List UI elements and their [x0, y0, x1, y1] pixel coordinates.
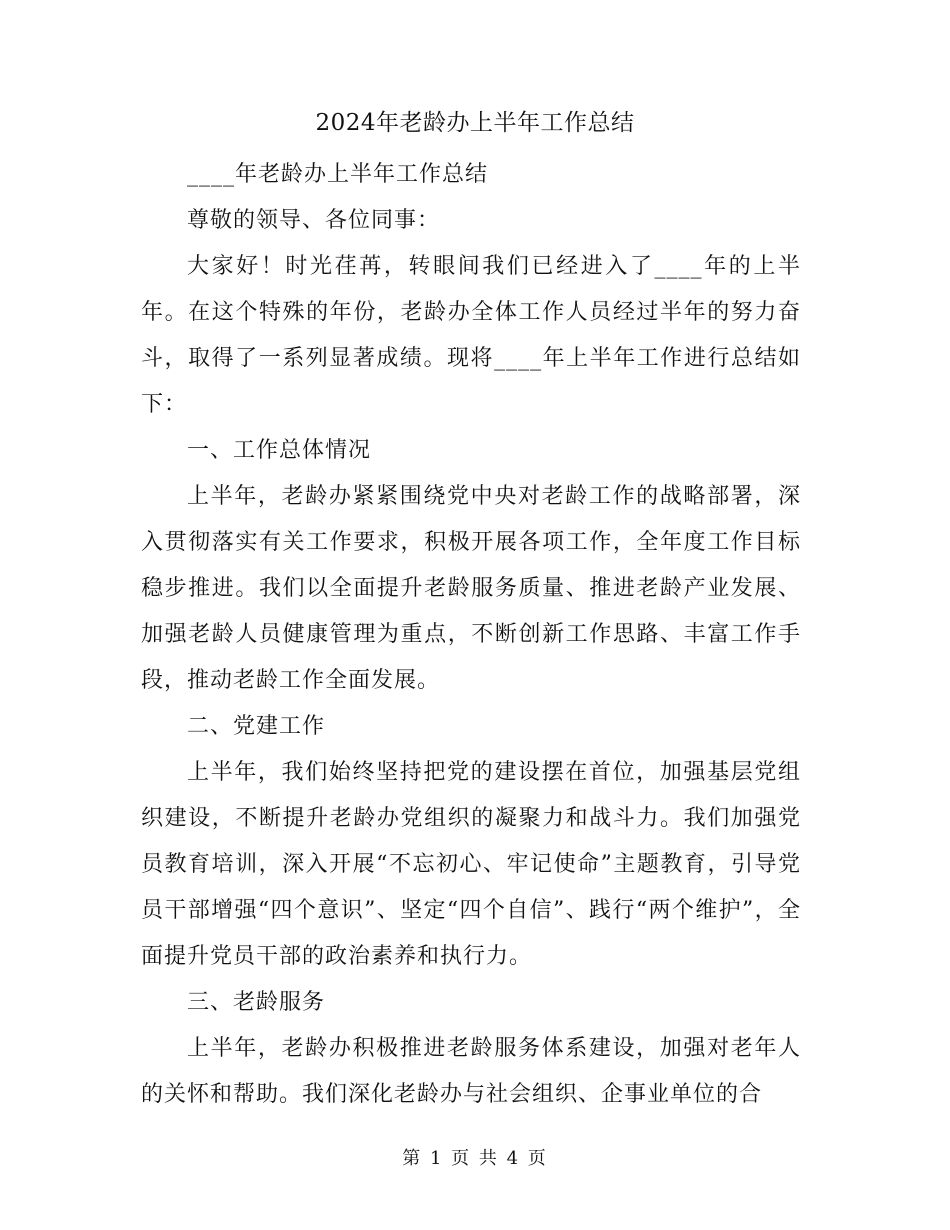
section-heading-overall: 一、工作总体情况: [187, 438, 372, 463]
party-paragraph: 上半年，我们始终坚持把党的建设摆在首位，加强基层党组织建设，不断提升老龄办党组织的凝聚力和战斗力。我们加强党员教育培训，深入开展“不忘初心、牢记使命”主题教育，引导党员干部增强“四个意识”、坚定“四个自信”、践行“两个维护”，全面提升党员干部的政治素养和执行力。: [141, 760, 801, 969]
document-body: [141, 152, 801, 1118]
page-footer: 第 1 页 共 4 页: [402, 1148, 548, 1169]
service-paragraph: 上半年，老龄办积极推进老龄服务体系建设，加强对老年人的关怀和帮助。我们深化老龄办与社会组织、企事业单位的合: [141, 1036, 801, 1107]
salutation: 尊敬的领导、各位同事：: [187, 208, 441, 233]
section-heading-party: 二、党建工作: [187, 714, 326, 739]
overall-paragraph: 上半年，老龄办紧紧围绕党中央对老龄工作的战略部署，深入贯彻落实有关工作要求，积极开展各项工作，全年度工作目标稳步推进。我们以全面提升老龄服务质量、推进老龄产业发展、加强老龄人员健康管理为重点，不断创新工作思路、丰富工作手段，推动老龄工作全面发展。: [141, 484, 801, 693]
section-heading-service: 三、老龄服务: [187, 990, 326, 1015]
document-subtitle: ____年老龄办上半年工作总结: [187, 162, 489, 187]
intro-paragraph: 大家好！时光荏苒，转眼间我们已经进入了____年的上半年。在这个特殊的年份，老龄办全体工作人员经过半年的努力奋斗，取得了一系列显著成绩。现将____年上半年工作进行总结如下：: [141, 254, 801, 417]
document-title: 2024年老龄办上半年工作总结: [315, 110, 635, 136]
